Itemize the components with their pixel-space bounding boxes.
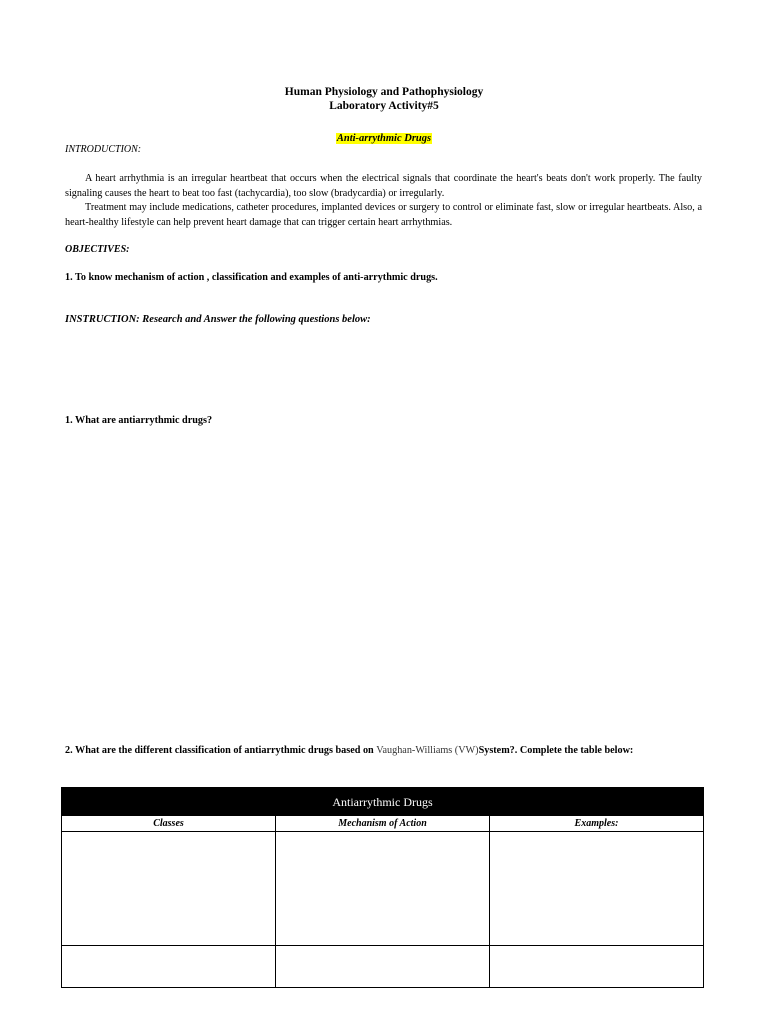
question-2 (65, 745, 633, 756)
objectives-label: OBJECTIVES: (65, 244, 130, 255)
table-cell-mechanism-row-1[interactable] (276, 832, 489, 945)
activity-number: Laboratory Activity#5 (329, 100, 439, 112)
table-cell-examples-row-1[interactable] (490, 832, 703, 945)
document-title: Human Physiology and Pathophysiology (284, 86, 484, 98)
objective-item-1: 1. To know mechanism of action , classification and examples of anti-arrythmic drugs. (65, 272, 438, 283)
highlighted-subtitle: Anti-arrythmic Drugs (336, 133, 432, 144)
table-cell-class-row-1[interactable] (62, 832, 275, 945)
column-header-examples: Examples: (490, 816, 703, 832)
column-header-classes: Classes (62, 816, 275, 832)
introduction-paragraph-2: Treatment may include medications, catheter procedures, implanted devices or surgery to control or eliminate fast, slow or irregular heartbeats. Also, a heart-healthy lifestyle can help prevent heart damage that can trigger certain heart arrhythmias. (65, 202, 702, 228)
table-cell-examples-row-2[interactable] (490, 946, 703, 987)
introduction-paragraph-1: A heart arrhythmia is an irregular heartbeat that occurs when the electrical signals that coordinate the heart's beats don't work properly. The faulty signaling causes the heart to beat too fast (tachycardia), too slow (bradycardia) or irregularly. (65, 173, 702, 199)
table-cell-mechanism-row-2[interactable] (276, 946, 489, 987)
instruction-text: INSTRUCTION: Research and Answer the following questions below: (65, 314, 371, 325)
antiarrythmic-drugs-table (61, 787, 704, 988)
introduction-label: INTRODUCTION: (65, 144, 142, 155)
question-2-text-a: 2. What are the different classification of antiarrythmic drugs based on (65, 745, 377, 756)
question-2-text-b: System?. Complete the table below: (478, 745, 634, 756)
column-header-mechanism: Mechanism of Action (276, 816, 489, 832)
table-title: Antiarrythmic Drugs (62, 788, 703, 816)
question-1: 1. What are antiarrythmic drugs? (65, 415, 213, 426)
table-cell-class-row-2[interactable] (62, 946, 275, 987)
question-2-system-name: Vaughan-Williams (VW) (376, 745, 479, 756)
